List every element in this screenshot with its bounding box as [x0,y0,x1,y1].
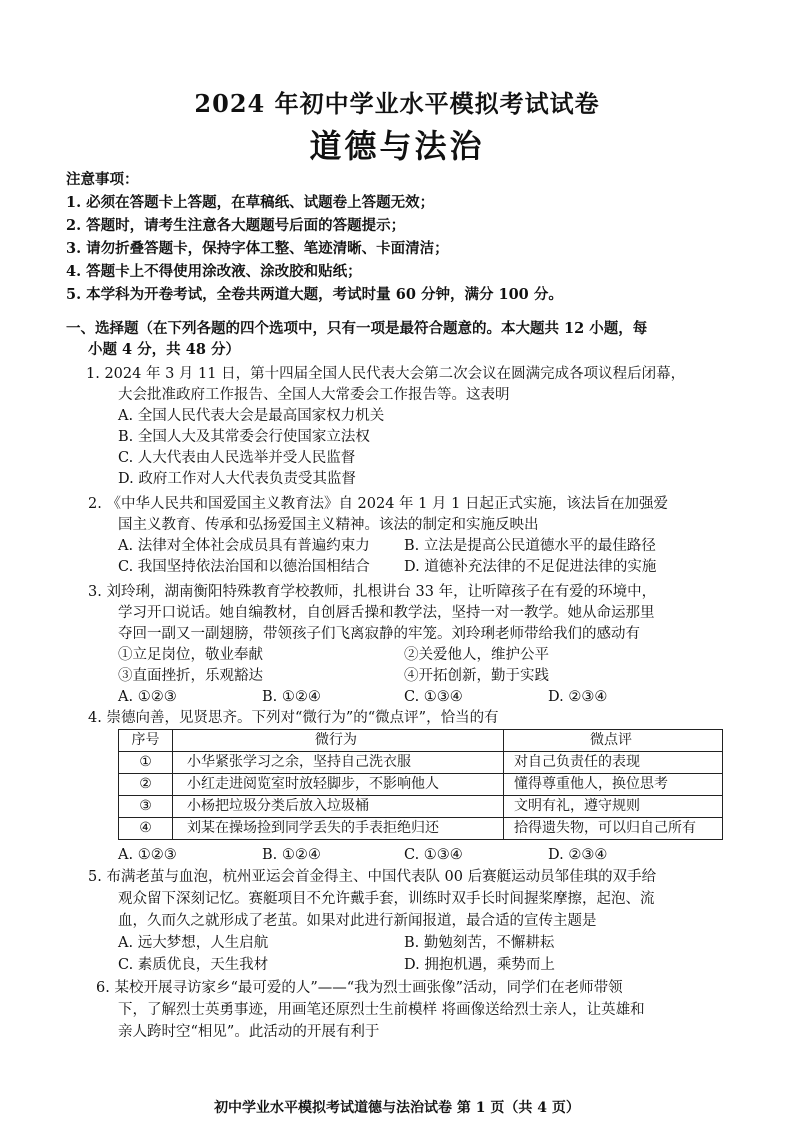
table-cell: 刘某在操场捡到同学丢失的手表拒绝归还 [173,818,504,840]
notice-item: 2. 答题时，请考生注意各大题题号后面的答题提示； [66,217,406,234]
statement-item: ①立足岗位，敬业奉献 [118,647,263,663]
answer-option: B. ①②④ [262,847,321,863]
answer-option: B. 立法是提高公民道德水平的最佳路径 [404,538,656,554]
notice-item: 3. 请勿折叠答题卡，保持字体工整、笔迹清晰、卡面清洁； [66,240,449,257]
answer-option: D. 拥抱机遇，乘势而上 [404,957,555,973]
answer-option: B. 全国人大及其常委会行使国家立法权 [118,429,370,445]
table-cell: 对自己负责任的表现 [504,752,723,774]
question-stem: 夺回一副又一副翅膀，带领孩子们飞离寂静的牢笼。刘玲琍老师带给我们的感动有 [118,626,640,642]
exam-subject: 道德与法治 [309,127,485,165]
answer-option: D. 政府工作对人大代表负责受其监督 [118,471,356,487]
statement-item: ④开拓创新，勤于实践 [404,668,549,684]
question-stem: 观众留下深刻记忆。赛艇项目不允许戴手套，训练时双手长时间握桨摩擦，起泡、流 [118,891,655,907]
section-heading: 一、选择题（在下列各题的四个选项中，只有一项是最符合题意的。本大题共 12 小题，每 [66,320,648,337]
answer-option: D. ②③④ [548,689,608,705]
notice-item: 5. 本学科为开卷考试，全卷共两道大题，考试时量 60 分钟，满分 100 分。 [66,286,563,303]
table-cell: ③ [119,796,173,818]
answer-option: B. 勤勉刻苦，不懈耕耘 [404,935,555,951]
table-cell: ④ [119,818,173,840]
answer-option: A. 全国人民代表大会是最高国家权力机关 [118,408,385,424]
answer-option: C. 人大代表由人民选举并受人民监督 [118,450,356,466]
question-stem: 3. 刘玲琍，湖南衡阳特殊教育学校教师，扎根讲台 33 年，让听障孩子在有爱的环境中， [88,584,657,600]
question-stem: 1. 2024 年 3 月 11 日，第十四届全国人民代表大会第二次会议在圆满完成各项议程后闭幕， [86,366,686,382]
table-cell: 文明有礼，遵守规则 [504,796,723,818]
answer-option: B. ①②④ [262,689,321,705]
table-header-cell: 微点评 [504,730,723,752]
table-cell: ① [119,752,173,774]
table-cell: 小红走进阅览室时放轻脚步，不影响他人 [173,774,504,796]
table-cell: 小华紧张学习之余，坚持自己洗衣服 [173,752,504,774]
notice-item: 4. 答题卡上不得使用涂改液、涂改胶和贴纸； [66,263,362,280]
question-stem: 下，了解烈士英勇事迹，用画笔还原烈士生前模样 将画像送给烈士亲人，让英雄和 [118,1002,645,1018]
answer-option: A. ①②③ [118,847,177,863]
notice-heading: 注意事项： [66,171,139,188]
answer-option: C. ①③④ [404,847,463,863]
answer-option: C. 素质优良，天生我材 [118,957,269,973]
section-heading-cont: 小题 4 分，共 48 分） [88,341,240,358]
question-stem: 国主义教育、传承和弘扬爱国主义精神。该法的制定和实施反映出 [118,517,539,533]
answer-option: A. 远大梦想，人生启航 [118,935,269,951]
answer-option: A. 法律对全体社会成员具有普遍约束力 [118,538,370,554]
question-stem: 2. 《中华人民共和国爱国主义教育法》自 2024 年 1 月 1 日起正式实施，该法旨在加强爱 [88,496,668,512]
table-cell: 小杨把垃圾分类后放入垃圾桶 [173,796,504,818]
answer-option: D. 道德补充法律的不足促进法律的实施 [404,559,657,575]
question-stem: 5. 布满老茧与血泡，杭州亚运会首金得主、中国代表队 00 后赛艇运动员邹佳琪的双手给 [88,869,657,885]
table-row [119,818,723,840]
statement-item: ③直面挫折，乐观豁达 [118,668,263,684]
page-footer: 初中学业水平模拟考试道德与法治试卷 第 1 页（共 4 页） [214,1100,580,1116]
table-row [119,796,723,818]
question-stem: 6. 某校开展寻访家乡“最可爱的人”——“我为烈士画张像”活动，同学们在老师带领 [96,980,623,996]
exam-title: 2024 年初中学业水平模拟考试试卷 [194,89,600,118]
table-header-row [119,730,723,752]
answer-option: C. ①③④ [404,689,463,705]
answer-option: C. 我国坚持依法治国和以德治国相结合 [118,559,370,575]
answer-option: A. ①②③ [118,689,177,705]
table-header-cell: 序号 [119,730,173,752]
question-stem: 血，久而久之就形成了老茧。如果对此进行新闻报道，最合适的宣传主题是 [118,913,597,929]
table-cell: 拾得遗失物，可以归自己所有 [504,818,723,840]
question-stem: 4. 崇德向善，见贤思齐。下列对“微行为”的“微点评”，恰当的有 [88,710,499,726]
answer-option: D. ②③④ [548,847,608,863]
question-stem: 亲人跨时空“相见”。此活动的开展有利于 [118,1024,380,1040]
question-stem: 大会批准政府工作报告、全国人大常委会工作报告等。这表明 [118,387,510,403]
notice-item: 1. 必须在答题卡上答题，在草稿纸、试题卷上答题无效； [66,194,435,211]
table-row [119,752,723,774]
table-header-cell: 微行为 [173,730,504,752]
question-stem: 学习开口说话。她自编教材，自创唇舌操和教学法，坚持一对一教学。她从命运那里 [118,605,655,621]
table-cell: ② [119,774,173,796]
statement-item: ②关爱他人，维护公平 [404,647,549,663]
table-cell: 懂得尊重他人，换位思考 [504,774,723,796]
comment-table [118,729,723,840]
table-row [119,774,723,796]
